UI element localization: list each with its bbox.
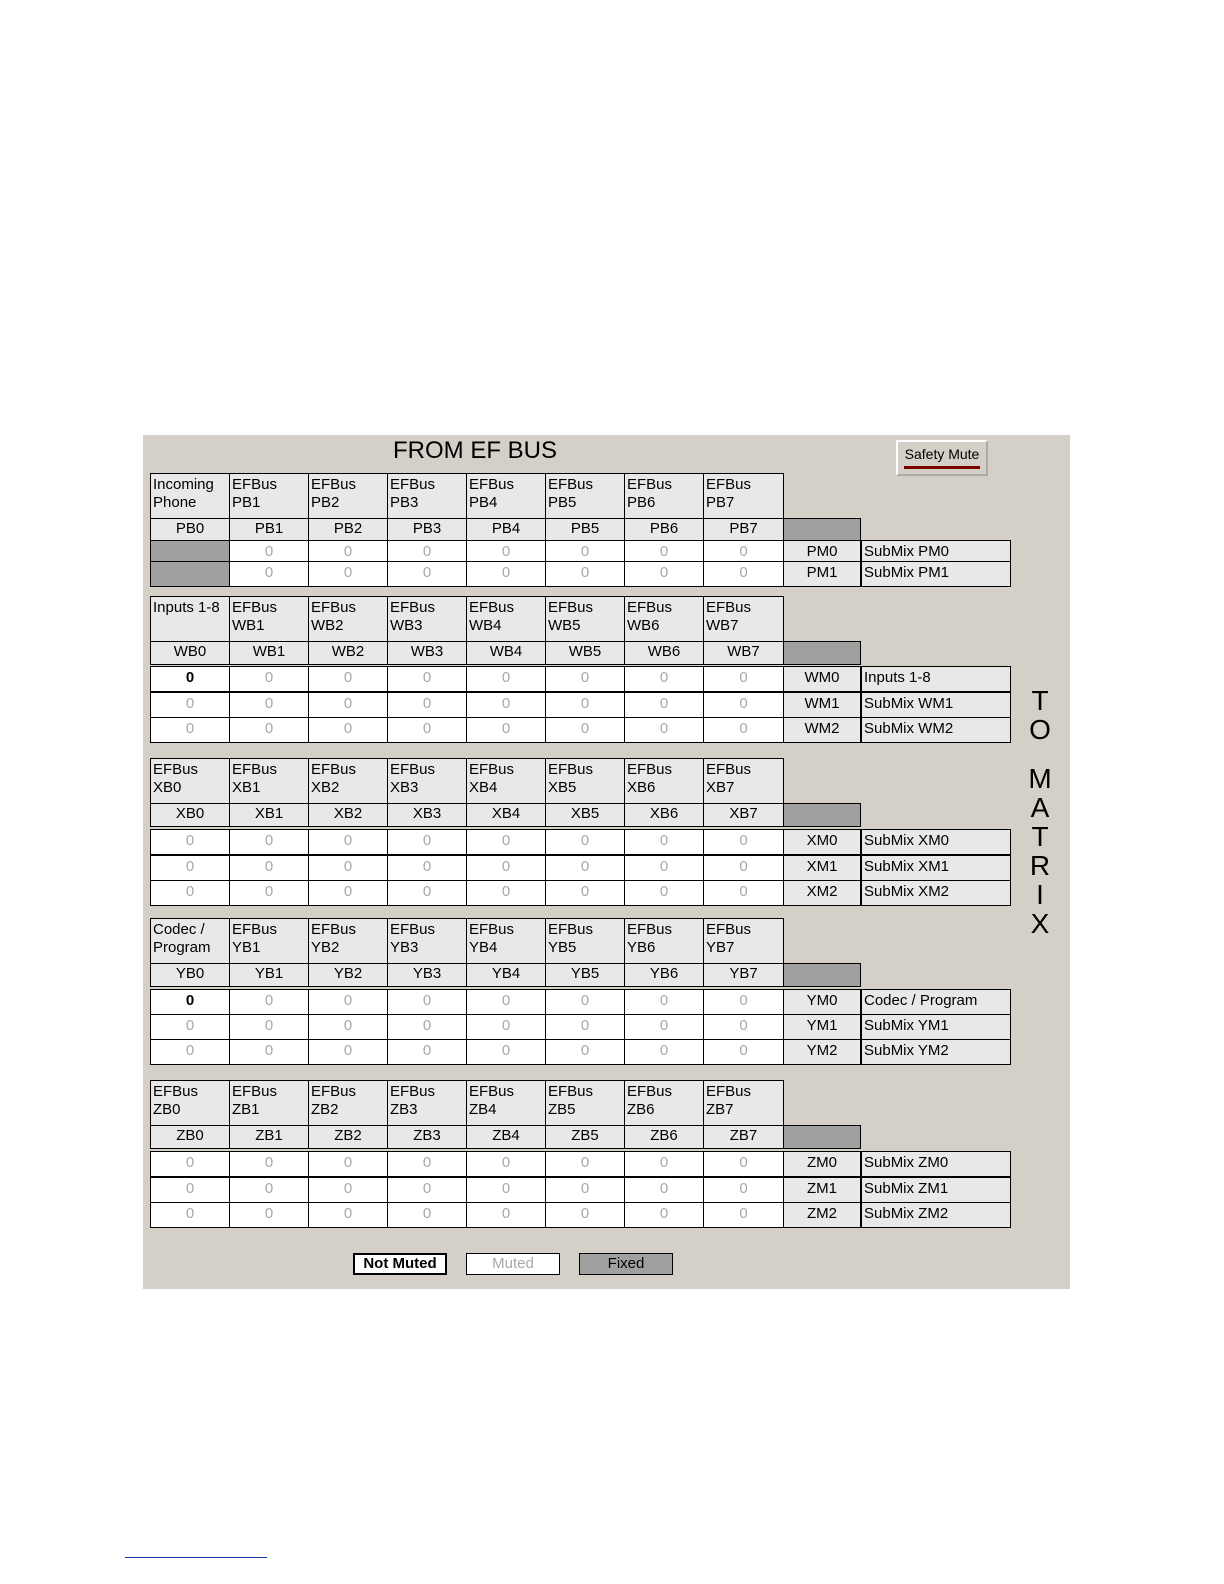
safety-mute-label: Safety Mute [904, 446, 980, 462]
source-code: ZB7 [703, 1125, 784, 1149]
output-label: SubMix XM1 [861, 855, 1011, 881]
source-code: ZB1 [229, 1125, 309, 1149]
crosspoint-cell[interactable]: 0 [229, 666, 309, 692]
crosspoint-cell[interactable]: 0 [624, 717, 704, 743]
source-header: EFBus WB5 [545, 596, 625, 642]
crosspoint-cell[interactable]: 0 [545, 692, 625, 718]
source-header: EFBus ZB4 [466, 1080, 546, 1126]
source-header: EFBus XB4 [466, 758, 546, 804]
crosspoint-cell[interactable]: 0 [229, 561, 309, 587]
source-code: WB7 [703, 641, 784, 665]
output-code: WM0 [783, 666, 861, 692]
source-code: WB5 [545, 641, 625, 665]
crosspoint-cell[interactable]: 0 [624, 540, 704, 566]
crosspoint-cell[interactable]: 0 [150, 855, 230, 881]
crosspoint-cell[interactable]: 0 [624, 880, 704, 906]
crosspoint-cell[interactable]: 0 [387, 855, 467, 881]
source-code: XB4 [466, 803, 546, 827]
crosspoint-cell[interactable]: 0 [703, 561, 784, 587]
crosspoint-cell[interactable]: 0 [545, 1151, 625, 1177]
source-header: EFBus PB2 [308, 473, 388, 519]
source-header: Inputs 1-8 [150, 596, 230, 642]
crosspoint-cell[interactable]: 0 [229, 989, 309, 1015]
crosspoint-cell[interactable]: 0 [545, 1039, 625, 1065]
crosspoint-cell[interactable]: 0 [703, 1202, 784, 1228]
crosspoint-cell[interactable]: 0 [150, 1014, 230, 1040]
source-code: XB1 [229, 803, 309, 827]
safety-mute-indicator [904, 466, 980, 469]
source-header: EFBus WB1 [229, 596, 309, 642]
crosspoint-cell[interactable]: 0 [308, 1039, 388, 1065]
crosspoint-cell[interactable]: 0 [703, 666, 784, 692]
crosspoint-cell[interactable]: 0 [308, 666, 388, 692]
to-matrix-letter: O [1029, 714, 1051, 745]
crosspoint-cell[interactable]: 0 [545, 829, 625, 855]
code-spacer [783, 803, 861, 827]
output-code: ZM0 [783, 1151, 861, 1177]
crosspoint-cell[interactable]: 0 [466, 561, 546, 587]
output-code: ZM1 [783, 1177, 861, 1203]
crosspoint-cell[interactable]: 0 [624, 1014, 704, 1040]
crosspoint-cell[interactable]: 0 [308, 717, 388, 743]
output-code: XM2 [783, 880, 861, 906]
source-code: YB0 [150, 963, 230, 987]
crosspoint-cell[interactable]: 0 [308, 855, 388, 881]
crosspoint-cell[interactable]: 0 [624, 989, 704, 1015]
source-header: Codec / Program [150, 918, 230, 964]
crosspoint-cell[interactable]: 0 [545, 1202, 625, 1228]
output-label: SubMix ZM0 [861, 1151, 1011, 1177]
crosspoint-cell[interactable]: 0 [703, 692, 784, 718]
crosspoint-cell[interactable]: 0 [308, 561, 388, 587]
source-header: EFBus ZB1 [229, 1080, 309, 1126]
crosspoint-cell[interactable]: 0 [703, 1014, 784, 1040]
source-code: YB2 [308, 963, 388, 987]
crosspoint-cell[interactable]: 0 [308, 880, 388, 906]
source-header: EFBus ZB0 [150, 1080, 230, 1126]
panel-title: FROM EF BUS [393, 437, 558, 464]
crosspoint-cell[interactable]: 0 [150, 692, 230, 718]
crosspoint-cell[interactable]: 0 [229, 692, 309, 718]
legend-not-muted: Not Muted [353, 1253, 447, 1275]
to-matrix-letter: T [1031, 685, 1049, 716]
output-label: SubMix ZM2 [861, 1202, 1011, 1228]
crosspoint-cell[interactable]: 0 [387, 829, 467, 855]
source-code: WB6 [624, 641, 704, 665]
crosspoint-cell[interactable]: 0 [308, 1202, 388, 1228]
crosspoint-cell[interactable]: 0 [229, 1039, 309, 1065]
safety-mute-button[interactable] [896, 440, 988, 476]
crosspoint-cell[interactable]: 0 [229, 855, 309, 881]
source-header: EFBus YB6 [624, 918, 704, 964]
crosspoint-cell[interactable]: 0 [545, 540, 625, 566]
source-code: WB2 [308, 641, 388, 665]
crosspoint-cell[interactable]: 0 [308, 692, 388, 718]
source-header: EFBus XB7 [703, 758, 784, 804]
source-code: YB5 [545, 963, 625, 987]
crosspoint-cell[interactable]: 0 [387, 692, 467, 718]
output-label: SubMix YM1 [861, 1014, 1011, 1040]
source-header: EFBus PB5 [545, 473, 625, 519]
source-header: EFBus XB5 [545, 758, 625, 804]
crosspoint-cell[interactable]: 0 [703, 1177, 784, 1203]
legend-muted: Muted [466, 1253, 560, 1275]
crosspoint-cell[interactable]: 0 [545, 1177, 625, 1203]
output-label: SubMix WM2 [861, 717, 1011, 743]
legend-fixed: Fixed [579, 1253, 673, 1275]
crosspoint-cell[interactable]: 0 [466, 1151, 546, 1177]
crosspoint-cell[interactable]: 0 [466, 855, 546, 881]
crosspoint-cell[interactable]: 0 [466, 692, 546, 718]
crosspoint-cell[interactable]: 0 [466, 1202, 546, 1228]
output-label: SubMix XM0 [861, 829, 1011, 855]
crosspoint-cell[interactable]: 0 [545, 855, 625, 881]
output-label: SubMix XM2 [861, 880, 1011, 906]
to-matrix-letter: I [1036, 879, 1044, 910]
crosspoint-cell[interactable]: 0 [624, 666, 704, 692]
output-label: SubMix WM1 [861, 692, 1011, 718]
code-spacer [783, 1125, 861, 1149]
output-label: SubMix PM0 [861, 540, 1011, 566]
source-header: EFBus ZB3 [387, 1080, 467, 1126]
source-code: ZB4 [466, 1125, 546, 1149]
source-header: EFBus WB2 [308, 596, 388, 642]
source-code: YB1 [229, 963, 309, 987]
crosspoint-cell[interactable]: 0 [308, 829, 388, 855]
source-header: EFBus ZB5 [545, 1080, 625, 1126]
source-code: YB7 [703, 963, 784, 987]
crosspoint-cell[interactable]: 0 [229, 717, 309, 743]
crosspoint-cell[interactable]: 0 [229, 1177, 309, 1203]
crosspoint-cell[interactable]: 0 [387, 880, 467, 906]
source-header: EFBus YB7 [703, 918, 784, 964]
crosspoint-cell[interactable]: 0 [308, 989, 388, 1015]
crosspoint-cell[interactable]: 0 [624, 561, 704, 587]
code-spacer [783, 518, 861, 542]
source-code: PB0 [150, 518, 230, 542]
source-code: WB4 [466, 641, 546, 665]
source-header: EFBus YB2 [308, 918, 388, 964]
crosspoint-cell[interactable]: 0 [387, 1039, 467, 1065]
crosspoint-cell[interactable]: 0 [545, 880, 625, 906]
source-header: EFBus YB1 [229, 918, 309, 964]
source-code: WB3 [387, 641, 467, 665]
crosspoint-cell[interactable]: 0 [466, 717, 546, 743]
crosspoint-cell[interactable]: 0 [229, 1014, 309, 1040]
crosspoint-cell[interactable]: 0 [150, 829, 230, 855]
output-label: Codec / Program [861, 989, 1011, 1015]
crosspoint-cell[interactable]: 0 [703, 1039, 784, 1065]
source-header: Incoming Phone [150, 473, 230, 519]
source-code: YB4 [466, 963, 546, 987]
source-header: EFBus XB1 [229, 758, 309, 804]
crosspoint-cell[interactable]: 0 [545, 989, 625, 1015]
crosspoint-cell[interactable]: 0 [545, 1014, 625, 1040]
source-header: EFBus XB2 [308, 758, 388, 804]
source-code: YB6 [624, 963, 704, 987]
source-code: XB3 [387, 803, 467, 827]
crosspoint-cell[interactable]: 0 [150, 666, 230, 692]
crosspoint-cell[interactable]: 0 [703, 540, 784, 566]
crosspoint-cell[interactable]: 0 [229, 880, 309, 906]
source-code: PB5 [545, 518, 625, 542]
to-matrix-letter: A [1030, 792, 1050, 823]
crosspoint-cell[interactable]: 0 [387, 1151, 467, 1177]
crosspoint-cell[interactable]: 0 [466, 880, 546, 906]
crosspoint-cell[interactable]: 0 [624, 1202, 704, 1228]
crosspoint-cell[interactable]: 0 [308, 1177, 388, 1203]
source-header: EFBus WB3 [387, 596, 467, 642]
crosspoint-cell[interactable]: 0 [229, 1151, 309, 1177]
code-spacer [783, 641, 861, 665]
output-code: PM0 [783, 540, 861, 566]
crosspoint-cell[interactable]: 0 [387, 717, 467, 743]
source-header: EFBus WB4 [466, 596, 546, 642]
crosspoint-cell[interactable]: 0 [624, 1151, 704, 1177]
crosspoint-cell[interactable]: 0 [624, 1039, 704, 1065]
source-header: EFBus WB6 [624, 596, 704, 642]
crosspoint-cell[interactable]: 0 [229, 829, 309, 855]
output-code: ZM2 [783, 1202, 861, 1228]
source-header: EFBus PB6 [624, 473, 704, 519]
crosspoint-cell[interactable]: 0 [150, 1177, 230, 1203]
source-header: EFBus ZB6 [624, 1080, 704, 1126]
output-label: SubMix ZM1 [861, 1177, 1011, 1203]
output-code: WM1 [783, 692, 861, 718]
crosspoint-cell[interactable]: 0 [387, 1177, 467, 1203]
crosspoint-cell[interactable]: 0 [545, 666, 625, 692]
source-code: XB7 [703, 803, 784, 827]
output-code: WM2 [783, 717, 861, 743]
source-header: EFBus ZB7 [703, 1080, 784, 1126]
crosspoint-cell[interactable]: 0 [466, 540, 546, 566]
crosspoint-cell[interactable]: 0 [703, 1151, 784, 1177]
code-spacer [783, 963, 861, 987]
source-header: EFBus XB6 [624, 758, 704, 804]
crosspoint-cell[interactable]: 0 [624, 692, 704, 718]
source-header: EFBus PB4 [466, 473, 546, 519]
source-code: ZB2 [308, 1125, 388, 1149]
source-header: EFBus XB3 [387, 758, 467, 804]
output-code: XM0 [783, 829, 861, 855]
output-label: Inputs 1-8 [861, 666, 1011, 692]
crosspoint-cell[interactable]: 0 [466, 1039, 546, 1065]
source-code: PB7 [703, 518, 784, 542]
source-header: EFBus PB7 [703, 473, 784, 519]
source-code: XB5 [545, 803, 625, 827]
crosspoint-cell[interactable]: 0 [150, 880, 230, 906]
to-matrix-letter: R [1029, 850, 1051, 881]
source-code: PB3 [387, 518, 467, 542]
crosspoint-cell[interactable]: 0 [466, 989, 546, 1015]
crosspoint-cell[interactable]: 0 [466, 1014, 546, 1040]
source-code: PB6 [624, 518, 704, 542]
output-code: PM1 [783, 561, 861, 587]
source-code: ZB0 [150, 1125, 230, 1149]
output-code: YM1 [783, 1014, 861, 1040]
to-matrix-letter: X [1030, 908, 1050, 939]
to-matrix-letter: T [1031, 821, 1049, 852]
source-header: EFBus YB5 [545, 918, 625, 964]
source-header: EFBus YB4 [466, 918, 546, 964]
crosspoint-cell[interactable]: 0 [703, 880, 784, 906]
crosspoint-cell[interactable]: 0 [150, 1202, 230, 1228]
crosspoint-cell[interactable]: 0 [229, 1202, 309, 1228]
source-header: EFBus WB7 [703, 596, 784, 642]
crosspoint-cell[interactable]: 0 [387, 666, 467, 692]
crosspoint-cell[interactable]: 0 [387, 1202, 467, 1228]
crosspoint-cell[interactable]: 0 [150, 717, 230, 743]
crosspoint-cell[interactable]: 0 [466, 666, 546, 692]
output-code: XM1 [783, 855, 861, 881]
source-code: YB3 [387, 963, 467, 987]
crosspoint-cell[interactable]: 0 [387, 989, 467, 1015]
crosspoint-cell[interactable]: 0 [466, 829, 546, 855]
source-code: XB6 [624, 803, 704, 827]
crosspoint-cell[interactable]: 0 [545, 561, 625, 587]
source-code: XB0 [150, 803, 230, 827]
source-header: EFBus PB3 [387, 473, 467, 519]
crosspoint-cell[interactable]: 0 [150, 989, 230, 1015]
source-code: XB2 [308, 803, 388, 827]
source-code: WB0 [150, 641, 230, 665]
source-code: PB2 [308, 518, 388, 542]
crosspoint-cell[interactable]: 0 [624, 1177, 704, 1203]
source-code: ZB3 [387, 1125, 467, 1149]
crosspoint-cell[interactable]: 0 [624, 829, 704, 855]
source-header: EFBus ZB2 [308, 1080, 388, 1126]
crosspoint-cell[interactable]: 0 [150, 1151, 230, 1177]
crosspoint-cell[interactable]: 0 [387, 540, 467, 566]
crosspoint-cell[interactable]: 0 [308, 1151, 388, 1177]
crosspoint-cell[interactable]: 0 [703, 855, 784, 881]
source-header: EFBus PB1 [229, 473, 309, 519]
crosspoint-cell[interactable] [150, 561, 230, 587]
source-code: ZB6 [624, 1125, 704, 1149]
crosspoint-cell[interactable]: 0 [387, 1014, 467, 1040]
output-code: YM0 [783, 989, 861, 1015]
crosspoint-cell[interactable]: 0 [703, 989, 784, 1015]
source-code: ZB5 [545, 1125, 625, 1149]
crosspoint-cell[interactable]: 0 [466, 1177, 546, 1203]
crosspoint-cell[interactable]: 0 [703, 829, 784, 855]
source-header: EFBus YB3 [387, 918, 467, 964]
crosspoint-cell[interactable]: 0 [229, 540, 309, 566]
crosspoint-cell[interactable]: 0 [545, 717, 625, 743]
crosspoint-cell[interactable]: 0 [387, 561, 467, 587]
crosspoint-cell[interactable]: 0 [703, 717, 784, 743]
source-code: WB1 [229, 641, 309, 665]
output-label: SubMix PM1 [861, 561, 1011, 587]
footnote-rule [125, 1557, 267, 1558]
to-matrix-letter: M [1028, 763, 1052, 794]
crosspoint-cell[interactable]: 0 [624, 855, 704, 881]
crosspoint-cell[interactable]: 0 [150, 1039, 230, 1065]
output-label: SubMix YM2 [861, 1039, 1011, 1065]
source-code: PB4 [466, 518, 546, 542]
to-matrix-label [1026, 686, 1054, 938]
crosspoint-cell[interactable]: 0 [308, 540, 388, 566]
source-code: PB1 [229, 518, 309, 542]
to-matrix-letter [1026, 744, 1054, 764]
output-code: YM2 [783, 1039, 861, 1065]
crosspoint-cell[interactable]: 0 [308, 1014, 388, 1040]
source-header: EFBus XB0 [150, 758, 230, 804]
